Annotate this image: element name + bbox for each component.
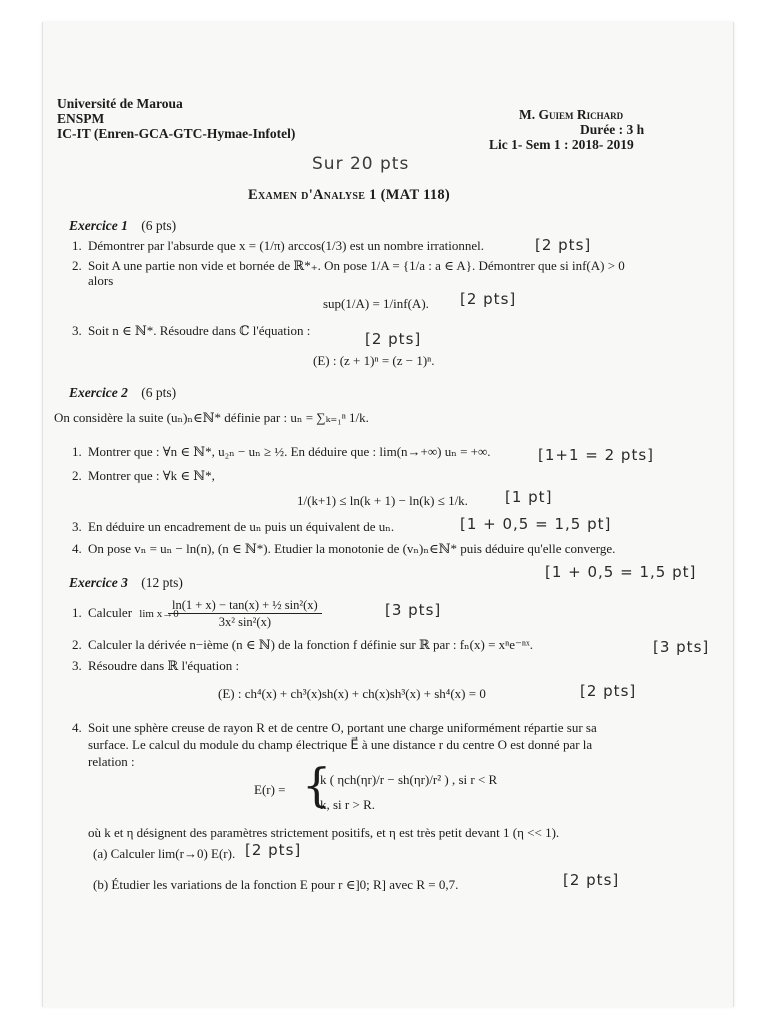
ex1-q1-points: [2 pts]	[535, 236, 592, 254]
ex3-q2: 2. Calculer la dérivée n−ième (n ∈ ℕ) de la fonction f définie sur ℝ par : fₙ(x) = xⁿe⁻ⁿˣ.	[72, 637, 533, 652]
ex1-q2-alors: alors	[88, 273, 114, 288]
case-brace: {	[302, 758, 332, 812]
ex3-q3: 3. Résoudre dans ℝ l'équation :	[72, 658, 240, 673]
level: Lic 1- Sem 1 : 2018- 2019	[489, 137, 634, 152]
ex1-q2: 2. Soit A une partie non vide et bornée de ℝ*₊. On pose 1/A = {1/a : a ∈ A}. Démontrer que si inf(A) > 0	[72, 258, 625, 273]
ex3-q4-where: où k et η désignent des paramètres strictement positifs, et η est très petit devant 1 (η << 1).	[88, 825, 560, 840]
ex3-q4a: (a) Calculer lim(r→0) E(r).	[93, 846, 236, 861]
ex2-q2: 2. Montrer que : ∀k ∈ ℕ*,	[72, 468, 215, 483]
ex3-q3-formula: (E) : ch⁴(x) + ch³(x)sh(x) + ch(x)sh³(x) + sh⁴(x) = 0	[218, 686, 486, 701]
ex1-q2-points: [2 pts]	[460, 290, 517, 308]
ex3-q4-lhs: E(r) =	[254, 782, 286, 797]
ex2-q1: 1. Montrer que : ∀n ∈ ℕ*, u₂ₙ − uₙ ≥ ½. En déduire que : lim(n→+∞) uₙ = +∞.	[72, 444, 491, 459]
ex3-q3-points: [2 pts]	[580, 682, 637, 700]
ex1-q3-points: [2 pts]	[365, 330, 422, 348]
ex3-q4-line2: surface. Le calcul du module du champ électrique E⃗ à une distance r du centre O est donné par la	[88, 737, 593, 752]
ex2-q3: 3. En déduire un encadrement de uₙ puis un équivalent de uₙ.	[72, 519, 395, 534]
ex2-q2-formula: 1/(k+1) ≤ ln(k + 1) − ln(k) ≤ 1/k.	[297, 493, 468, 508]
ex1-q3: 3. Soit n ∈ ℕ*. Résoudre dans ℂ l'équation :	[72, 323, 311, 338]
ex3-q2-points: [3 pts]	[653, 638, 710, 656]
ex3-q4a-points: [2 pts]	[245, 841, 302, 859]
ex2-intro: On considère la suite (uₙ)ₙ∈ℕ* définie par : uₙ = ∑ₖ₌₁ⁿ 1/k.	[54, 410, 369, 425]
ex3-q4-case2: k, si r > R.	[320, 797, 376, 812]
university-name: Université de Maroua	[57, 96, 183, 111]
school-name: ENSPM	[57, 111, 105, 126]
ex2-heading: Exercice 2 (6 pts)	[69, 385, 177, 400]
ex2-q4: 4. On pose vₙ = uₙ − ln(n), (n ∈ ℕ*). Etudier la monotonie de (vₙ)ₙ∈ℕ* puis déduire qu'elle converge.	[72, 541, 616, 556]
ex3-q4-line3: relation :	[88, 754, 135, 769]
ex3-q1-points: [3 pts]	[385, 601, 442, 619]
ex3-heading: Exercice 3 (12 pts)	[69, 575, 183, 590]
ex1-heading: Exercice 1 (6 pts)	[69, 218, 177, 233]
handwritten-total: Sur 20 pts	[312, 154, 410, 174]
ex3-q4b: (b) Étudier les variations de la fonction E pour r ∈]0; R] avec R = 0,7.	[93, 877, 459, 892]
ex3-q4b-points: [2 pts]	[563, 871, 620, 889]
ex1-q2-formula: sup(1/A) = 1/inf(A).	[323, 296, 429, 311]
ex2-q4-points: [1 + 0,5 = 1,5 pt]	[545, 563, 697, 581]
ex2-q2-points: [1 pt]	[505, 488, 553, 506]
ex3-q4-line1: 4. Soit une sphère creuse de rayon R et de centre O, portant une charge uniformément répartie sur sa	[72, 720, 597, 735]
ex2-q1-points: [1+1 = 2 pts]	[538, 446, 654, 464]
ex2-q3-points: [1 + 0,5 = 1,5 pt]	[460, 515, 612, 533]
exam-title: Examen d'Analyse 1 (MAT 118)	[248, 187, 451, 203]
ex1-q3-formula: (E) : (z + 1)ⁿ = (z − 1)ⁿ.	[313, 353, 435, 368]
ex3-q1-fraction: ln(1 + x) − tan(x) + ½ sin²(x) 3x² sin²(x)	[168, 597, 322, 630]
programs: IC-IT (Enren-GCA-GTC-Hymae-Infotel)	[57, 126, 296, 141]
ex3-q1: 1. Calculer lim x→0	[72, 605, 179, 620]
duration: Durée : 3 h	[580, 122, 645, 137]
author-name: M. Guiem Richard	[519, 107, 624, 122]
ex3-q4-case1: k ( ηch(ηr)/r − sh(ηr)/r² ) , si r < R	[320, 772, 498, 787]
ex1-q1: 1. Démontrer par l'absurde que x = (1/π) arccos(1/3) est un nombre irrationnel.	[72, 238, 484, 253]
